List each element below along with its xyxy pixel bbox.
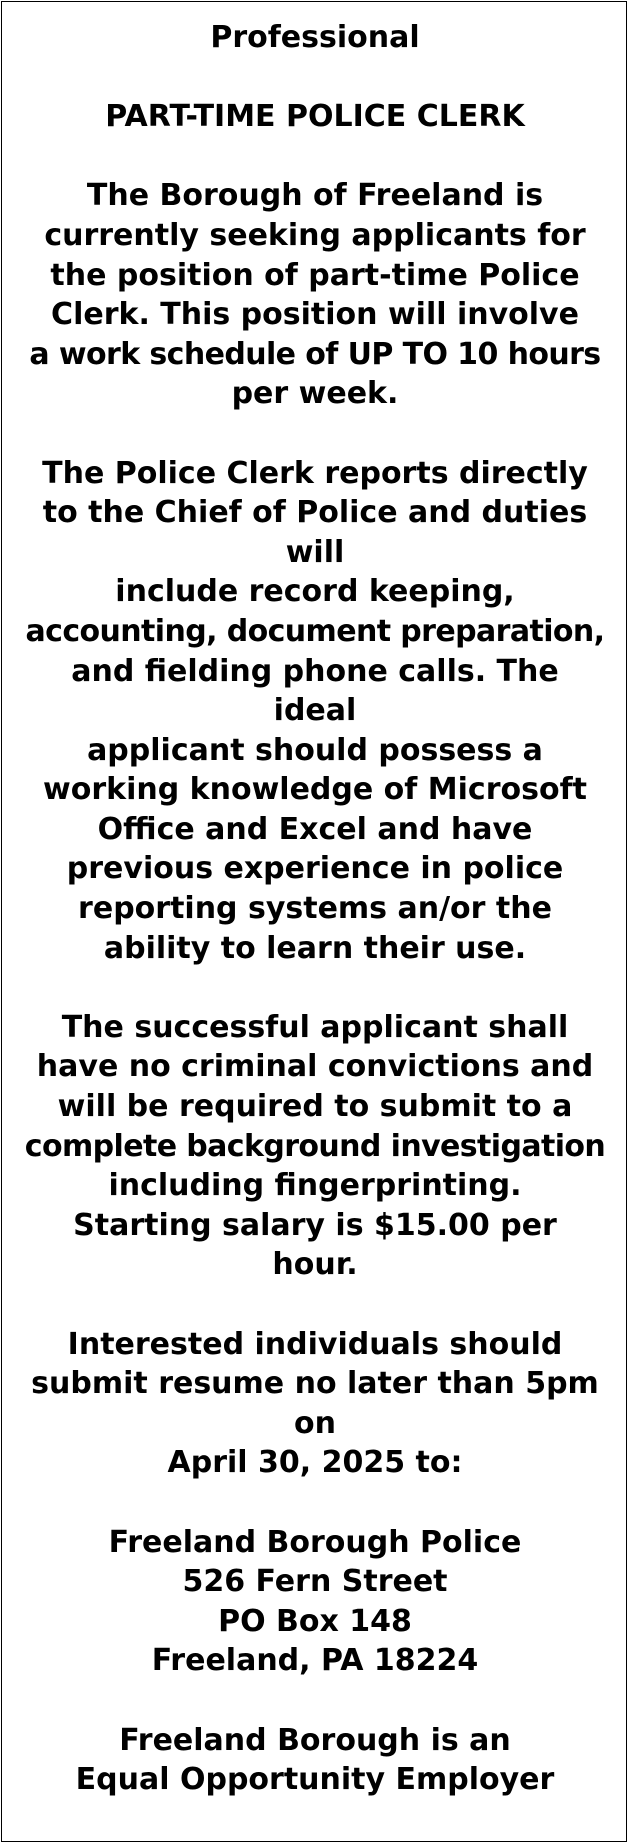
paragraph-line: to the Chief of Police and duties <box>42 495 588 531</box>
closing-line: Freeland Borough is an <box>119 1722 511 1758</box>
salary-line: Starting salary is $15.00 per <box>73 1207 557 1243</box>
deadline-line: April 30, 2025 to: <box>167 1445 463 1481</box>
paragraph-line: reporting systems an/or the <box>78 891 552 927</box>
paragraph-line: The successful applicant shall <box>61 1009 569 1045</box>
address-street: 526 Fern Street <box>182 1564 448 1600</box>
paragraph-line: previous experience in police <box>66 851 564 887</box>
mailing-address <box>2 1523 628 1681</box>
paragraph-line: on <box>294 1405 336 1441</box>
paragraph-line: hour. <box>272 1247 358 1283</box>
paragraph-line: The Police Clerk reports directly <box>42 455 588 491</box>
application-paragraph <box>2 1325 628 1483</box>
paragraph-line: and fielding phone calls. The <box>71 653 559 689</box>
paragraph-line: ability to learn their use. <box>103 930 527 966</box>
paragraph-line: Office and Excel and have <box>97 811 533 847</box>
ad-title: PART-TIME POLICE CLERK <box>105 99 525 135</box>
paragraph-line: have no criminal convictions and <box>36 1049 594 1085</box>
job-ad-frame <box>1 1 627 1842</box>
eoe-statement <box>2 1721 628 1800</box>
job-ad-content <box>2 18 628 1800</box>
paragraph-line: ideal <box>273 693 357 729</box>
intro-paragraph <box>2 176 628 414</box>
paragraph-line: the position of part-time Police <box>50 257 580 293</box>
address-po-box: PO Box 148 <box>218 1603 412 1639</box>
paragraph-line: include record keeping, <box>115 574 515 610</box>
paragraph-line: submit resume no later than 5pm <box>31 1366 599 1402</box>
address-name: Freeland Borough Police <box>108 1524 522 1560</box>
closing-line: Equal Opportunity Employer <box>75 1762 555 1798</box>
requirements-paragraph <box>2 1008 628 1285</box>
paragraph-line: will <box>285 534 345 570</box>
paragraph-line: accounting, document preparation, <box>25 613 605 649</box>
paragraph-line: The Borough of Freeland is <box>86 178 544 214</box>
paragraph-line: Clerk. This position will involve <box>51 297 579 333</box>
paragraph-line: currently seeking applicants for <box>44 217 586 253</box>
address-city-state-zip: Freeland, PA 18224 <box>151 1643 479 1679</box>
duties-paragraph <box>2 454 628 969</box>
paragraph-line: applicant should possess a <box>87 732 543 768</box>
paragraph-line: complete background investigation <box>24 1128 606 1164</box>
paragraph-line: Interested individuals should <box>67 1326 563 1362</box>
paragraph-line: working knowledge of Microsoft <box>43 772 587 808</box>
paragraph-line: including fingerprinting. <box>108 1168 522 1204</box>
paragraph-line: per week. <box>231 376 399 412</box>
ad-category: Professional <box>210 20 420 55</box>
paragraph-line: a work schedule of UP TO 10 hours <box>29 336 601 372</box>
paragraph-line: will be required to submit to a <box>57 1089 573 1125</box>
